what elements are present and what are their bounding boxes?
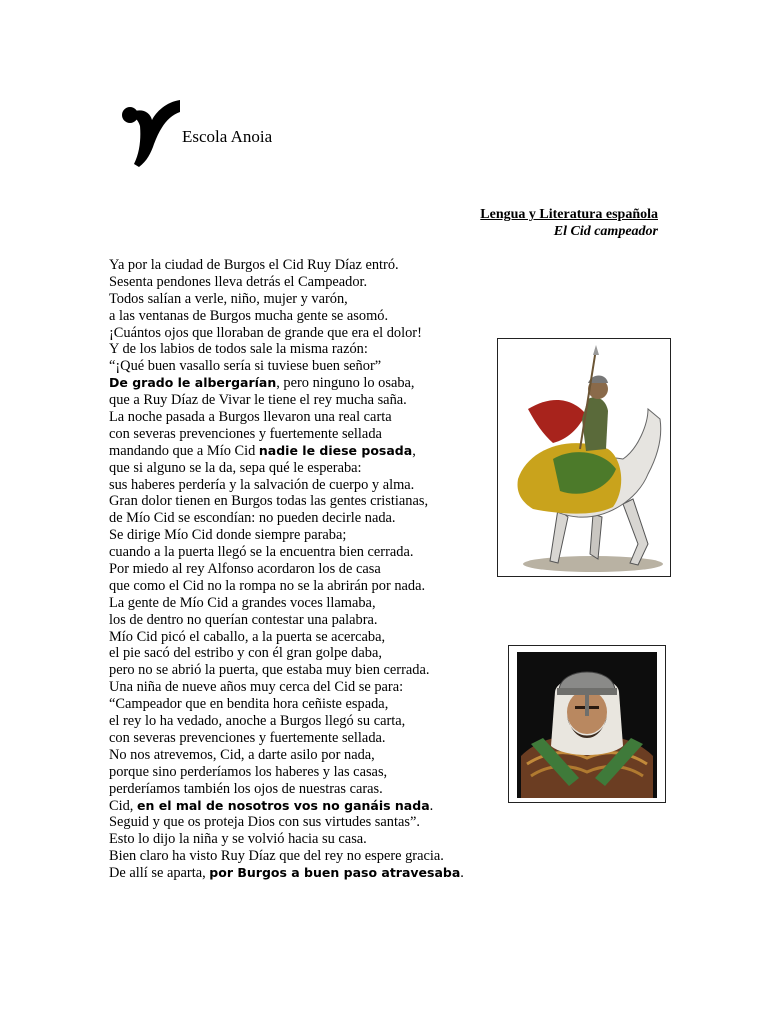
poem-segment: Mío Cid picó el caballo, a la puerta se acercaba, [109,628,386,645]
poem-line [109,325,464,342]
poem-segment: De allí se aparta, [109,865,210,882]
poem-segment: La gente de Mío Cid a grandes voces llamaba, [109,594,376,611]
subject-title: Lengua y Literatura española [480,207,658,222]
poem-segment: , pero ninguno lo osaba, [276,375,415,392]
poem-line [109,730,464,747]
poem-segment: Gran dolor tienen en Burgos todas las gentes cristianas, [109,493,429,510]
poem-line [109,510,464,527]
poem-line [109,291,464,308]
work-title: El Cid campeador [553,224,658,239]
poem-segment: “¡Qué buen vasallo sería si tuviese buen señor” [109,358,382,375]
poem-line [109,257,464,274]
poem-segment: el rey lo ha vedado, anoche a Burgos llegó su carta, [109,713,406,730]
poem-segment: que si alguno se la da, sepa qué le esperaba: [109,459,362,476]
poem-segment: con severas prevenciones y fuertemente sellada. [109,729,386,746]
poem-line [109,662,464,679]
poem-line [109,274,464,291]
poem-segment: que a Ruy Díaz de Vivar le tiene el rey mucha saña. [109,392,407,409]
poem-line [109,595,464,612]
poem-segment: Y de los labios de todos sale la misma razón: [109,341,368,358]
poem-segment: pero no se abrió la puerta, que estaba muy bien cerrada. [109,662,430,679]
poem-segment: Por miedo al rey Alfonso acordaron los de casa [109,561,381,578]
poem-emphasis: nadie le diese posada [258,442,413,458]
poem-emphasis: De grado le albergarían [109,375,277,391]
poem-line [109,443,464,460]
poem-line [109,798,464,815]
document-heading [480,206,658,240]
poem-line [109,409,464,426]
poem-line [109,426,464,443]
poem-line [109,375,464,392]
poem-line [109,392,464,409]
poem-line [109,493,464,510]
poem-segment: que como el Cid no la rompa no se la abrirán por nada. [109,577,426,594]
poem-segment: Cid, [109,797,137,814]
poem-segment: a las ventanas de Burgos mucha gente se asomó. [109,307,389,324]
poem-line [109,578,464,595]
poem-line [109,341,464,358]
poem-segment: Seguid y que os proteja Dios con sus virtudes santas”. [109,814,420,831]
poem-segment: Se dirige Mío Cid donde siempre paraba; [109,527,347,544]
poem-line [109,781,464,798]
poem-segment: La noche pasada a Burgos llevaron una real carta [109,409,392,426]
poem-line [109,713,464,730]
poem-segment: los de dentro no querían contestar una palabra. [109,611,378,628]
mounted-knight-image [497,338,671,577]
poem-segment: sus haberes perdería y la salvación de cuerpo y alma. [109,476,415,493]
poem-segment: Todos salían a verle, niño, mujer y varón, [109,290,348,307]
poem-line [109,460,464,477]
poem-line [109,477,464,494]
poem-segment: ¡Cuántos ojos que lloraban de grande que era el dolor! [109,324,422,341]
warrior-portrait-image [508,645,666,803]
poem-segment: Sesenta pendones lleva detrás el Campeador. [109,273,368,290]
poem-line [109,612,464,629]
poem-segment: No nos atrevemos, Cid, a darte asilo por nada, [109,746,375,763]
poem-line [109,679,464,696]
poem-segment: el pie sacó del estribo y con él gran golpe daba, [109,645,382,662]
poem-segment: mandando que a Mío Cid [109,442,259,459]
poem-line [109,764,464,781]
poem-text [109,257,464,882]
poem-segment: . [429,797,434,814]
poem-emphasis: en el mal de nosotros vos no ganáis nada [137,797,430,813]
poem-line [109,696,464,713]
poem-line [109,747,464,764]
poem-segment: Esto lo dijo la niña y se volvió hacia su casa. [109,831,367,848]
school-name: Escola Anoia [182,127,273,146]
poem-line [109,645,464,662]
poem-line [109,527,464,544]
poem-line [109,865,464,882]
school-logo-icon [120,98,182,168]
poem-segment: cuando a la puerta llegó se la encuentra bien cerrada. [109,544,414,561]
poem-line [109,848,464,865]
poem-segment: . [460,865,464,882]
poem-segment: de Mío Cid se escondían: no pueden decirle nada. [109,510,396,527]
poem-line [109,544,464,561]
poem-segment: con severas prevenciones y fuertemente sellada [109,425,382,442]
poem-line [109,561,464,578]
poem-segment: Bien claro ha visto Ruy Díaz que del rey no espere gracia. [109,848,444,865]
poem-segment: , [412,442,416,459]
poem-segment: porque sino perderíamos los haberes y las casas, [109,763,388,780]
poem-segment: “Campeador que en bendita hora ceñiste espada, [109,696,389,713]
poem-segment: perderíamos también los ojos de nuestras caras. [109,780,383,797]
poem-line [109,814,464,831]
poem-emphasis: por Burgos a buen paso atravesaba [209,865,461,881]
poem-line [109,629,464,646]
poem-segment: Una niña de nueve años muy cerca del Cid se para: [109,679,404,696]
poem-line [109,358,464,375]
poem-segment: Ya por la ciudad de Burgos el Cid Ruy Díaz entró. [109,257,399,273]
poem-line [109,308,464,325]
poem-line [109,831,464,848]
